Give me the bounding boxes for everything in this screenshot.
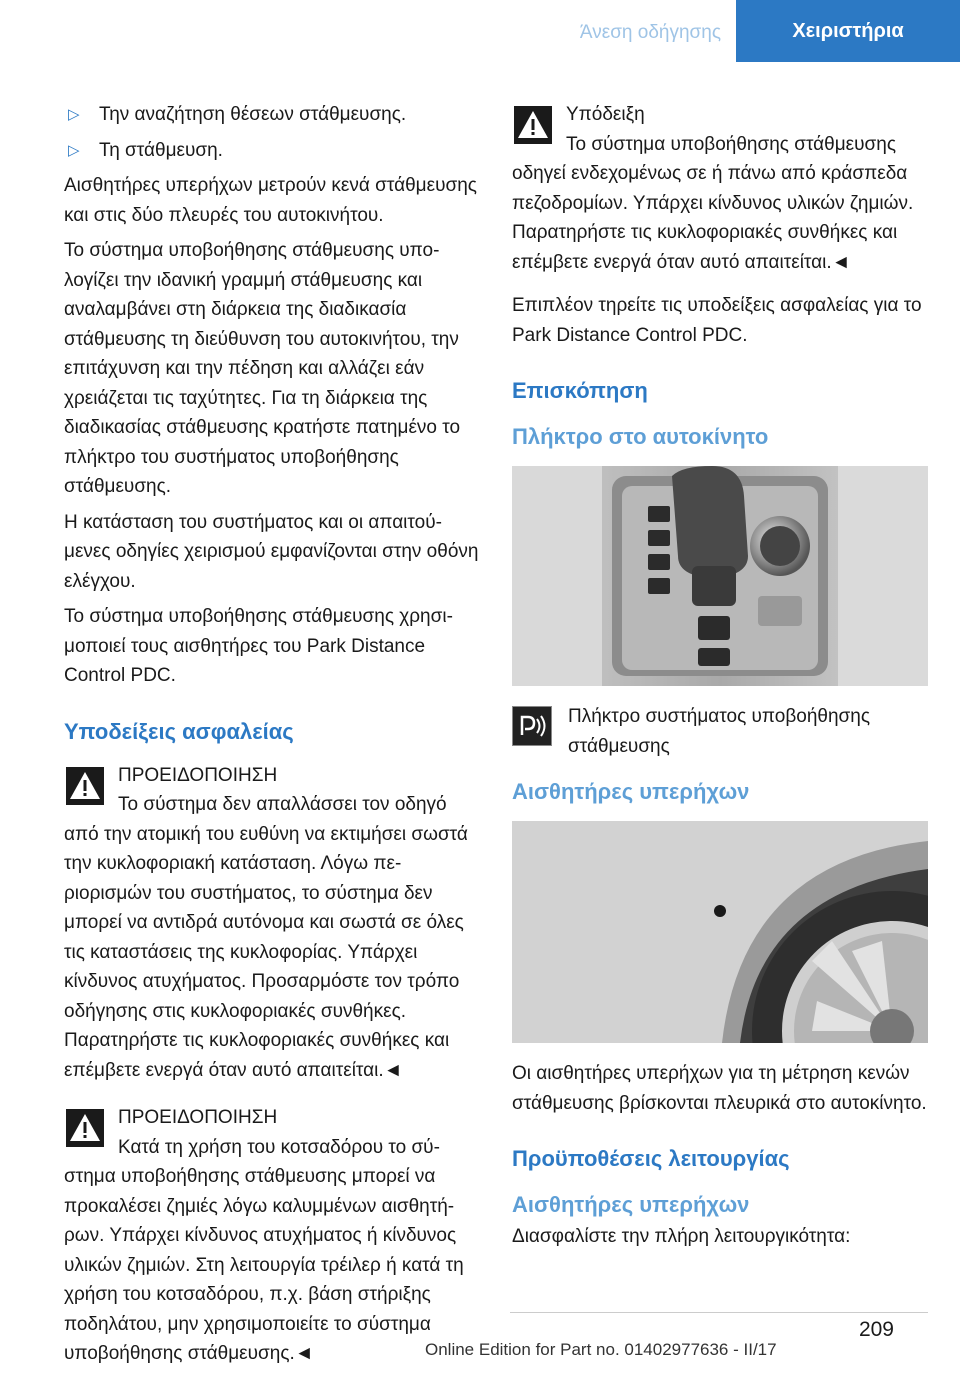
page-header xyxy=(0,0,960,62)
paragraph: Το σύστημα υποβοήθησης στάθμευσης χρησιμοποιεί τους αισθητήρες του Park Distance Control PDC. xyxy=(64,606,453,686)
footer-edition: Online Edition for Part no. 01402977636 - II/17 xyxy=(425,1340,777,1359)
prerequisites-heading: Προϋποθέσεις λειτουργίας xyxy=(512,1146,790,1171)
footer-rule xyxy=(510,1312,928,1313)
triangle-bullet-icon: ▷ xyxy=(68,106,80,123)
bullet-text: Την αναζήτηση θέσεων στάθμευσης. xyxy=(99,104,407,125)
bullet-text: Τη στάθμευση. xyxy=(99,139,223,161)
prerequisites-subheading: Αισθητήρες υπερήχων xyxy=(512,1192,750,1217)
note-title: Υπόδειξη xyxy=(566,104,645,125)
paragraph: Διασφαλίστε την πλήρη λειτουργικότητα: xyxy=(512,1226,851,1247)
warning-block xyxy=(64,1103,482,1369)
button-heading: Πλήκτρο στο αυτοκίνητο xyxy=(512,424,769,449)
page-number: 209 xyxy=(858,1318,894,1341)
warning-text: Κατά τη χρήση του κοτσαδόρου το σύστημα υποβοήθησης στάθμευσης μπορεί να προκαλέσει ζημιές λόγω καλυμμένων αισθητήρων. Υπάρχει κίνδυνος ατυχήματος ή κίνδυνος υλικών ζημιών. Στη λειτουργία τρέιλερ ή κατά τη χρήση του κοτσαδόρου, π.χ. βάση στήριξης ποδηλάτου, μην χρησιμοποιείτε το σύστημα υποβοήθησης στάθμευσης.◄ xyxy=(64,1136,464,1364)
paragraph: Αισθητήρες υπερήχων μετρούν κενά στάθμευσης και στις δύο πλευρές του αυτοκινήτου. xyxy=(64,175,477,226)
bullet-item xyxy=(64,136,482,166)
warning-block xyxy=(64,761,482,1086)
paragraph: Οι αισθητήρες υπερήχων για τη μέτρηση κενών στάθμευσης βρίσκονται πλευρικά στο αυτοκίνητο. xyxy=(512,1063,927,1114)
caption-text: Πλήκτρο συστήματος υποβοήθησης στάθμευσης xyxy=(568,706,870,757)
center-console-photo xyxy=(512,466,928,686)
safety-heading: Υποδείξεις ασφαλείας xyxy=(64,718,294,744)
note-text: Το σύστημα υποβοήθησης στάθμευσης οδηγεί ενδεχομένως σε ή πάνω από κράσπεδα πεζοδρομίων. Υπάρχει κίνδυνος υλικών ζημιών. Παρατηρήστε τις κυκλοφοριακές συνθήκες και επέμβετε ενεργά όταν αυτό απαιτείται.◄ xyxy=(512,133,914,273)
bullet-item xyxy=(64,100,482,130)
paragraph: Το σύστημα υποβοήθησης στάθμευσης υπολογίζει την ιδανική γραμμή στάθμευσης και αναλαμβάνει στη διάρκεια της διαδικασία στάθμευσης τη διεύθυνση του αυτοκινήτου, την επιτάχυνση και την πέδηση και αλλάζει εάν χρειάζεται τις ταχύτητες. Για τη διάρκεια της διαδικασίας στάθμευσης κρατήστε πατημένο το πλήκτρο του συστήματος υποβοήθησης στάθμευσης. xyxy=(64,240,461,497)
park-assist-button-icon xyxy=(512,706,552,746)
overview-heading: Επισκόπηση xyxy=(512,378,648,403)
warning-triangle-icon xyxy=(514,106,552,144)
paragraph: Η κατάσταση του συστήματος και οι απαιτούμενες οδηγίες χειρισμού εμφανίζονται στην οθόνη ελέγχου. xyxy=(64,511,479,592)
paragraph: Επιπλέον τηρείτε τις υποδείξεις ασφαλείας για το Park Distance Control PDC. xyxy=(512,295,922,346)
left-column xyxy=(64,100,482,1377)
warning-text: Το σύστημα δεν απαλλάσσει τον οδηγό από την ατομική του ευθύνη να εκτιμήσει σωστά την κυκλοφοριακή κατάσταση. Λόγω περιορισμών του συστήματος, το σύστημα δεν μπορεί να αντιδρά αυτόνομα και σωστά σε όλες τις καταστάσεις της κυκλοφορίας. Υπάρχει κίνδυνος ατυχήματος. Προσαρμόστε τον τρόπο οδήγησης στις κυκλοφοριακές συνθήκες. Παρατηρήστε τις κυκλοφοριακές συνθήκες και επέμβετε ενεργά όταν αυτό απαιτείται.◄ xyxy=(64,794,468,1081)
warning-triangle-icon xyxy=(66,767,104,805)
button-caption xyxy=(512,702,928,761)
header-section-title: Άνεση οδήγησης xyxy=(579,22,721,43)
warning-title: ΠΡΟΕΙΔΟΠΟΙΗΣΗ xyxy=(118,764,278,786)
right-column xyxy=(512,100,928,1258)
sensors-heading: Αισθητήρες υπερήχων xyxy=(512,779,750,804)
note-block xyxy=(512,100,928,277)
ultrasonic-sensor-photo xyxy=(512,821,928,1043)
header-chapter-tab: Χειριστήρια xyxy=(736,0,960,62)
warning-title: ΠΡΟΕΙΔΟΠΟΙΗΣΗ xyxy=(118,1107,278,1128)
warning-triangle-icon xyxy=(66,1109,104,1147)
triangle-bullet-icon: ▷ xyxy=(68,141,80,159)
